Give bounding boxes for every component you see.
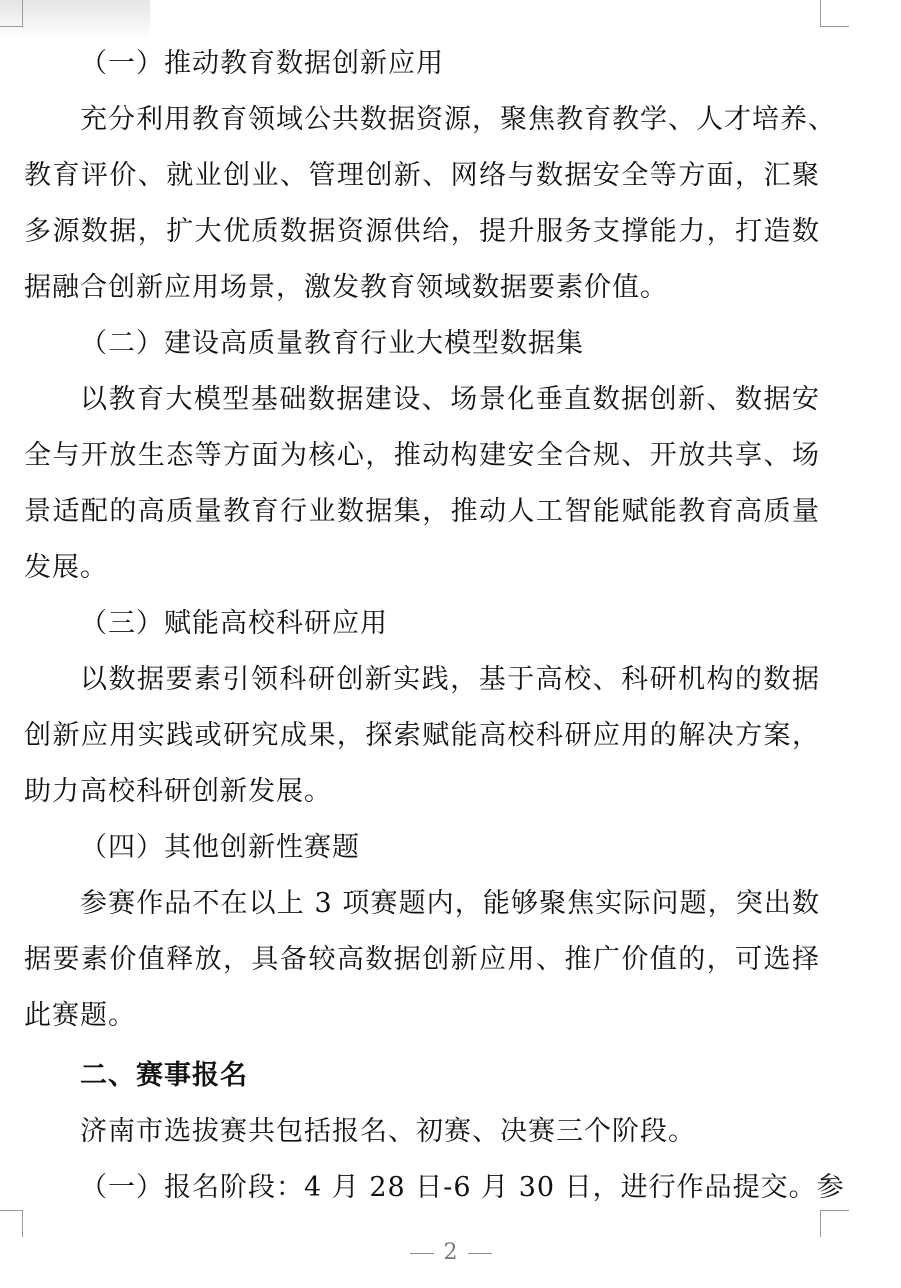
section-heading: （四）其他创新性赛题 [80,832,360,863]
footer-dash-left [410,1253,434,1254]
paragraph-line: 据融合创新应用场景，激发教育领域数据要素价值。 [24,272,668,303]
paragraph-line: 以数据要素引领科研创新实践，基于高校、科研机构的数据 [80,664,820,695]
section-paragraph [24,876,820,1044]
paragraph-line: 充分利用教育领域公共数据资源，聚焦教育教学、人才培养、 [80,104,836,135]
paragraph-line: 参赛作品不在以上 3 项赛题内，能够聚焦实际问题，突出数 [80,888,820,919]
crop-mark-top-left [0,0,23,27]
registration-intro: 济南市选拔赛共包括报名、初赛、决赛三个阶段。 [80,1116,696,1147]
document-body [24,36,845,1216]
section-heading: （二）建设高质量教育行业大模型数据集 [80,328,584,359]
page-footer [0,1240,901,1265]
paragraph-line: 发展。 [24,552,108,583]
registration-stage: （一）报名阶段：4 月 28 日-6 月 30 日，进行作品提交。参 [80,1172,845,1203]
paragraph-line: 全与开放生态等方面为核心，推动构建安全合规、开放共享、场 [24,440,820,471]
paragraph-line: 多源数据，扩大优质数据资源供给，提升服务支撑能力，打造数 [24,216,820,247]
main-heading: 二、赛事报名 [80,1060,248,1091]
paragraph-line: 创新应用实践或研究成果，探索赋能高校科研应用的解决方案， [24,720,820,751]
crop-mark-bottom-left [0,1210,23,1237]
section-paragraph [24,92,836,316]
paragraph-line: 此赛题。 [24,1000,136,1031]
section-heading: （一）推动教育数据创新应用 [80,48,444,79]
section-paragraph [24,372,820,596]
paragraph-line: 教育评价、就业创业、管理创新、网络与数据安全等方面，汇聚 [24,160,820,191]
paragraph-line: 据要素价值释放，具备较高数据创新应用、推广价值的，可选择 [24,944,820,975]
crop-mark-top-right [820,0,849,27]
page-number: 2 [443,1240,458,1265]
footer-dash-right [468,1253,492,1254]
paragraph-line: 助力高校科研创新发展。 [24,776,332,807]
paragraph-line: 景适配的高质量教育行业数据集，推动人工智能赋能教育高质量 [24,496,820,527]
paragraph-line: 以教育大模型基础数据建设、场景化垂直数据创新、数据安 [80,384,820,415]
section-paragraph [24,652,820,820]
section-heading: （三）赋能高校科研应用 [80,608,388,639]
